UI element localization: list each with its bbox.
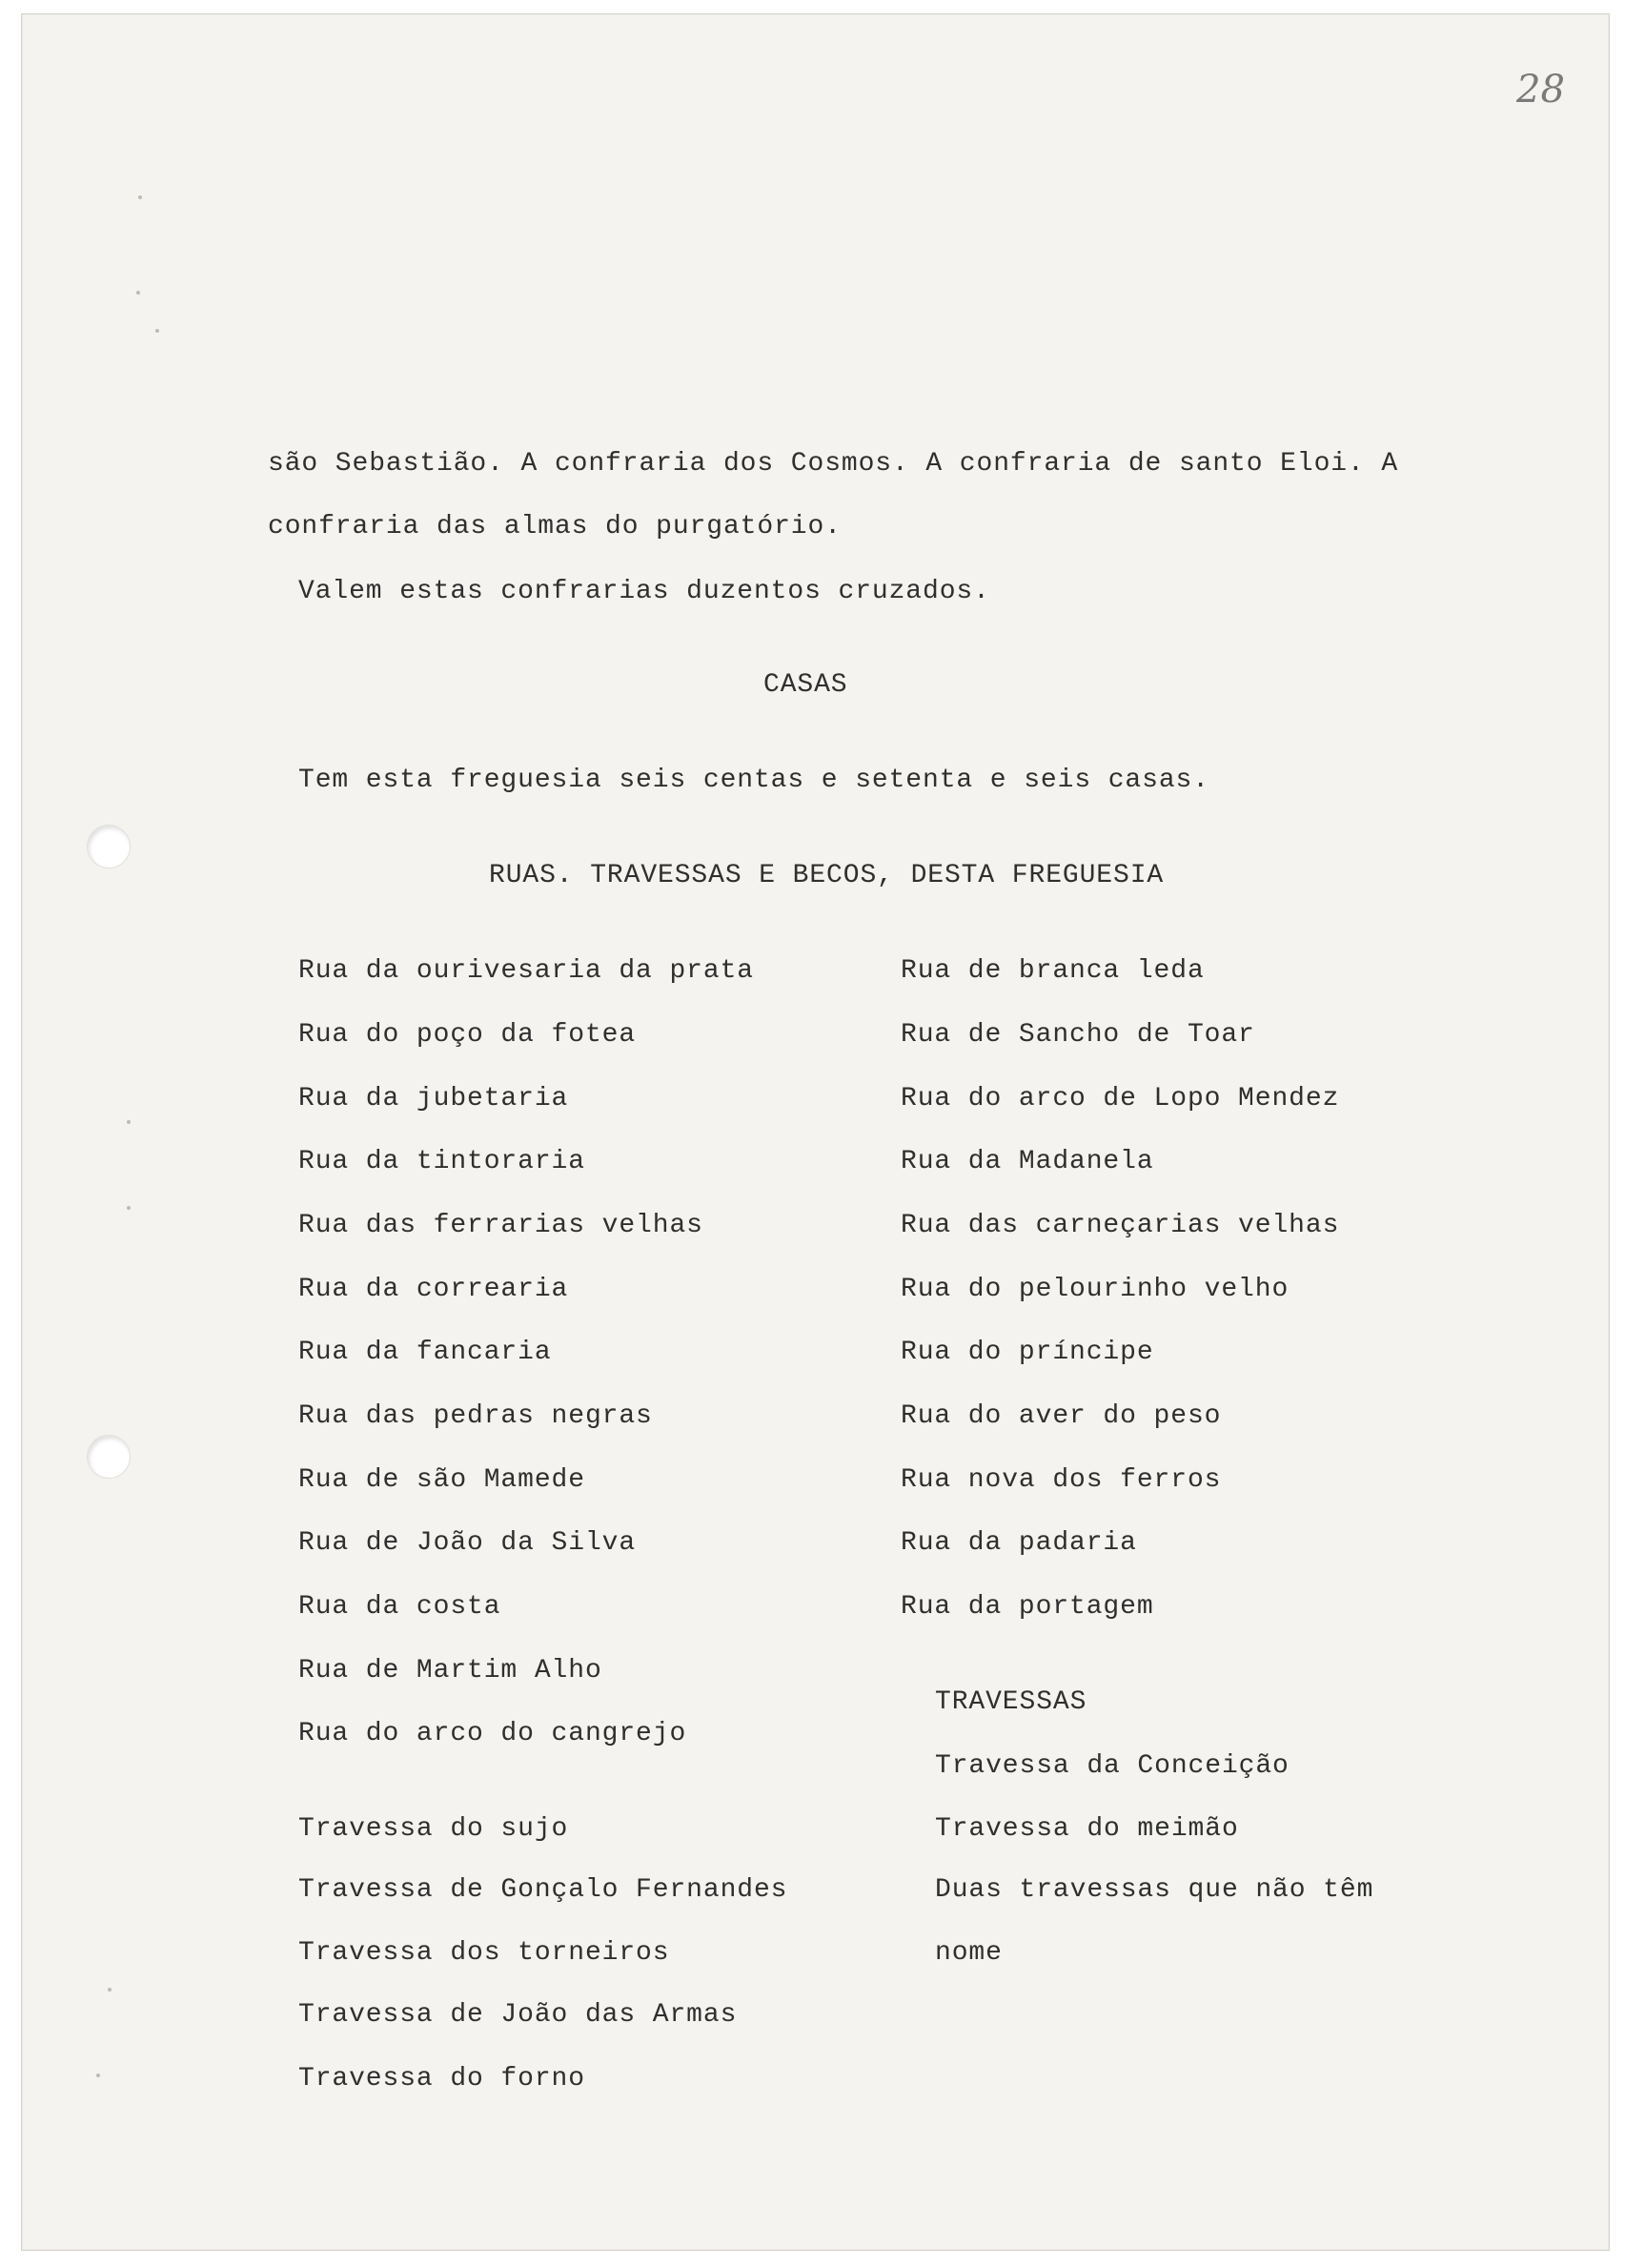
street-item: Rua da jubetaria <box>298 1084 569 1114</box>
typewritten-page <box>21 13 1610 2251</box>
travessas-heading: TRAVESSAS <box>935 1687 1087 1717</box>
paragraph-line: confraria das almas do purgatório. <box>268 512 842 541</box>
paper-speck <box>127 1206 131 1210</box>
casas-text: Tem esta freguesia seis centas e setenta e seis casas. <box>298 766 1209 795</box>
ruas-heading: RUAS. TRAVESSAS E BECOS, DESTA FREGUESIA <box>489 861 1165 890</box>
street-item: Rua da tintoraria <box>298 1147 585 1176</box>
casas-heading: CASAS <box>763 670 848 700</box>
travessa-item: Travessa de João das Armas <box>298 2000 738 2030</box>
travessa-item: Duas travessas que não têm <box>935 1875 1374 1905</box>
street-item: Rua do pelourinho velho <box>901 1275 1290 1304</box>
travessa-item: Travessa do forno <box>298 2064 585 2094</box>
paper-speck <box>96 2074 100 2077</box>
street-item: Rua do príncipe <box>901 1338 1154 1367</box>
street-item: Rua das carneçarias velhas <box>901 1211 1340 1240</box>
travessa-item: nome <box>935 1938 1003 1968</box>
street-item: Rua das pedras negras <box>298 1401 653 1431</box>
street-item: Rua de Martim Alho <box>298 1656 602 1686</box>
travessa-item: Travessa do meimão <box>935 1814 1239 1844</box>
paragraph-line: são Sebastião. A confraria dos Cosmos. A confraria de santo Eloi. A <box>268 449 1399 479</box>
street-item: Rua do aver do peso <box>901 1401 1222 1431</box>
street-item: Rua das ferrarias velhas <box>298 1211 703 1240</box>
street-item: Rua da ourivesaria da prata <box>298 956 754 986</box>
paper-speck <box>127 1120 131 1124</box>
paper-speck <box>155 329 159 333</box>
travessa-item: Travessa do sujo <box>298 1814 569 1844</box>
street-item: Rua da portagem <box>901 1592 1154 1622</box>
street-item: Rua de branca leda <box>901 956 1205 986</box>
paper-speck <box>138 195 142 199</box>
street-item: Rua da costa <box>298 1592 501 1622</box>
street-item: Rua de são Mamede <box>298 1465 585 1495</box>
street-item: Rua da padaria <box>901 1528 1137 1558</box>
travessa-item: Travessa de Gonçalo Fernandes <box>298 1875 788 1905</box>
street-item: Rua do poço da fotea <box>298 1020 637 1050</box>
valem-line: Valem estas confrarias duzentos cruzados. <box>298 577 990 606</box>
street-item: Rua do arco do cangrejo <box>298 1719 687 1748</box>
street-item: Rua do arco de Lopo Mendez <box>901 1084 1340 1114</box>
street-item: Rua da Madanela <box>901 1147 1154 1176</box>
punch-hole <box>87 825 131 868</box>
punch-hole <box>87 1435 131 1479</box>
travessa-item: Travessa dos torneiros <box>298 1938 670 1968</box>
street-item: Rua nova dos ferros <box>901 1465 1222 1495</box>
street-item: Rua da correaria <box>298 1275 569 1304</box>
street-item: Rua de Sancho de Toar <box>901 1020 1255 1050</box>
street-item: Rua de João da Silva <box>298 1528 637 1558</box>
street-item: Rua da fancaria <box>298 1338 552 1367</box>
paper-speck <box>108 1988 112 1992</box>
page-number: 28 <box>1516 68 1565 112</box>
travessa-item: Travessa da Conceição <box>935 1751 1290 1781</box>
paper-speck <box>136 291 140 295</box>
